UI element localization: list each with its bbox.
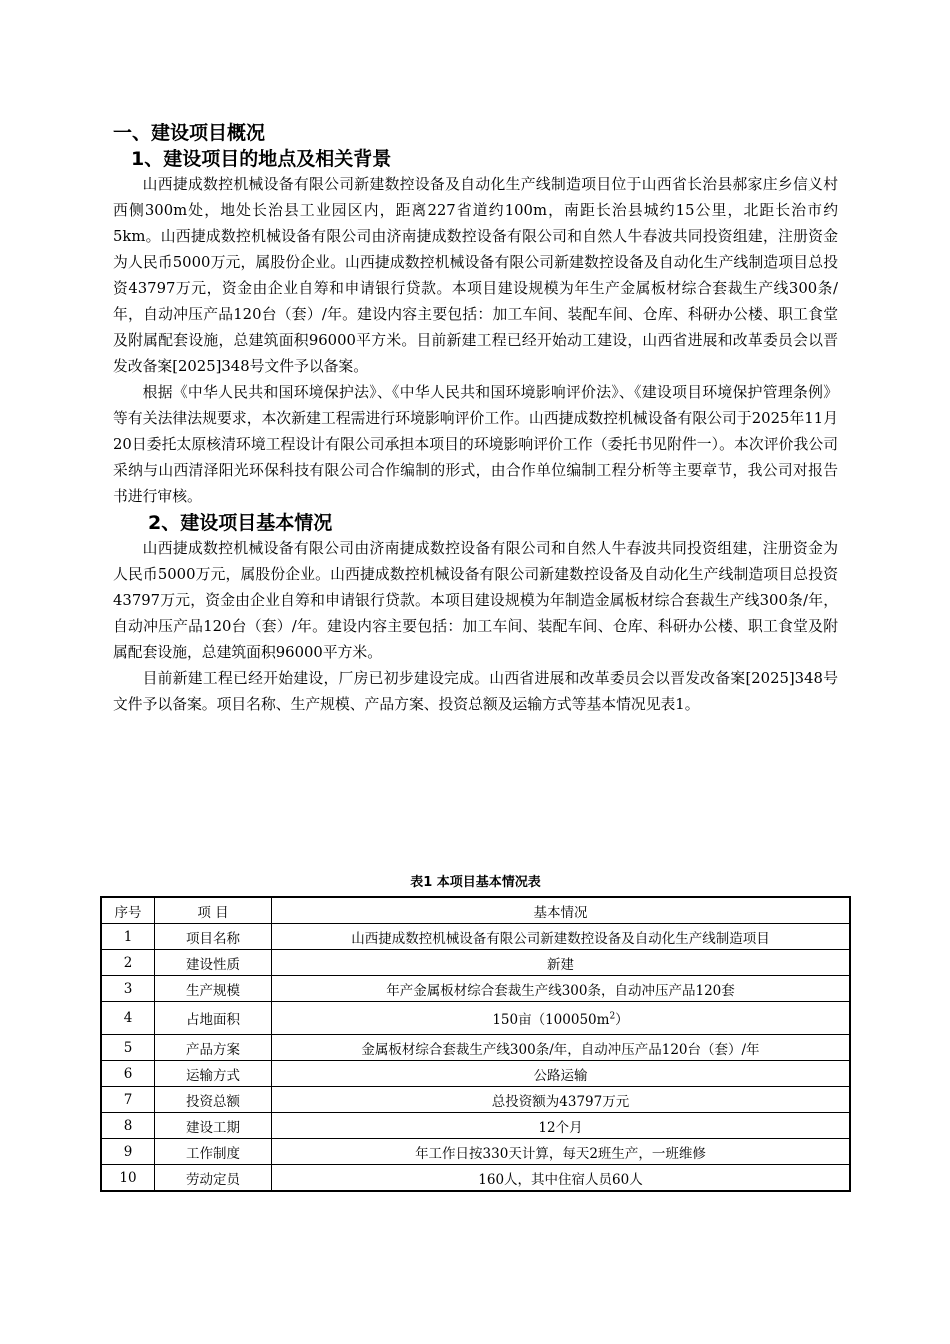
- cell-item: 劳动定员: [155, 1165, 272, 1192]
- cell-details: 12个月: [272, 1113, 851, 1139]
- cell-item: 工作制度: [155, 1139, 272, 1165]
- paragraph-construction-status: 目前新建工程已经开始建设，厂房已初步建设完成。山西省进展和改革委员会以晋发改备案[2025]348号文件予以备案。项目名称、生产规模、产品方案、投资总额及运输方式等基本情况见表1。: [113, 670, 838, 713]
- cell-details: 年工作日按330天计算，每天2班生产，一班维修: [272, 1139, 851, 1165]
- table-row: [101, 1087, 850, 1113]
- superscript-square: 2: [609, 1011, 616, 1022]
- cell-details: 年产金属板材综合套裁生产线300条，自动冲压产品120套: [272, 976, 851, 1002]
- paragraph-location-background: 山西捷成数控机械设备有限公司新建数控设备及自动化生产线制造项目位于山西省长治县郝家庄乡信义村西侧300m处，地处长治县工业园区内，距离227省道约100m，南距长治县城约15公里，北距长治市约5km。山西捷成数控机械设备有限公司由济南捷成数控设备有限公司和自然人牛春波共同投资组建，注册资金为人民币5000万元，属股份企业。山西捷成数控机械设备有限公司新建数控设备及自动化生产线制造项目总投资43797万元，资金由企业自筹和申请银行贷款。本项目建设规模为年生产金属板材综合套裁生产线300条/年，自动冲压产品120台（套）/年。建设内容主要包括：加工车间、装配车间、仓库、科研办公楼、职工食堂及附属配套设施，总建筑面积96000平方米。目前新建工程已经开始动工建设，山西省进展和改革委员会以晋发改备案[2025]348号文件予以备案。: [113, 176, 838, 375]
- cell-item: 建设性质: [155, 950, 272, 976]
- cell-details: 公路运输: [272, 1061, 851, 1087]
- document-body: [113, 120, 838, 718]
- table-row: [101, 1002, 850, 1035]
- header-item: 项 目: [155, 897, 272, 924]
- paragraph-basic-info: 山西捷成数控机械设备有限公司由济南捷成数控设备有限公司和自然人牛春波共同投资组建，注册资金为人民币5000万元，属股份企业。山西捷成数控机械设备有限公司新建数控设备及自动化生产线制造项目总投资43797万元，资金由企业自筹和申请银行贷款。本项目建设规模为年制造金属板材综合套裁生产线300条/年，自动冲压产品120台（套）/年。建设内容主要包括：加工车间、装配车间、仓库、科研办公楼、职工食堂及附属配套设施，总建筑面积96000平方米。: [113, 540, 838, 661]
- subsection-title-basic-info: 2、建设项目基本情况: [148, 512, 333, 534]
- cell-item: 项目名称: [155, 924, 272, 950]
- table-row: [101, 1061, 850, 1087]
- cell-index: 6: [101, 1061, 155, 1087]
- basic-info-table-block: [100, 872, 851, 1192]
- table-caption: 表1 本项目基本情况表: [410, 875, 541, 890]
- cell-item: 生产规模: [155, 976, 272, 1002]
- table-row: [101, 950, 850, 976]
- table-row: [101, 1165, 850, 1192]
- cell-index: 8: [101, 1113, 155, 1139]
- cell-item: 产品方案: [155, 1035, 272, 1061]
- cell-item: 占地面积: [155, 1002, 272, 1035]
- cell-index: 4: [101, 1002, 155, 1035]
- cell-index: 10: [101, 1165, 155, 1192]
- cell-details: 山西捷成数控机械设备有限公司新建数控设备及自动化生产线制造项目: [272, 924, 851, 950]
- cell-details: 金属板材综合套裁生产线300条/年，自动冲压产品120台（套）/年: [272, 1035, 851, 1061]
- cell-index: 3: [101, 976, 155, 1002]
- table-row: [101, 1035, 850, 1061]
- cell-item: 运输方式: [155, 1061, 272, 1087]
- cell-index: 2: [101, 950, 155, 976]
- cell-index: 5: [101, 1035, 155, 1061]
- table-row: [101, 924, 850, 950]
- subsection-title-location: 1、建设项目的地点及相关背景: [131, 148, 392, 170]
- cell-index: 1: [101, 924, 155, 950]
- cell-details: 新建: [272, 950, 851, 976]
- cell-details-close: ）: [615, 1012, 629, 1028]
- cell-item: 投资总额: [155, 1087, 272, 1113]
- header-details: 基本情况: [272, 897, 851, 924]
- table-header-row: [101, 897, 850, 924]
- cell-details-text: 150亩（100050m: [492, 1012, 610, 1028]
- cell-index: 7: [101, 1087, 155, 1113]
- cell-item: 建设工期: [155, 1113, 272, 1139]
- cell-details: 总投资额为43797万元: [272, 1087, 851, 1113]
- cell-index: 9: [101, 1139, 155, 1165]
- basic-info-table: [100, 896, 851, 1192]
- header-index: 序号: [101, 897, 155, 924]
- cell-details: [272, 1002, 851, 1035]
- table-row: [101, 976, 850, 1002]
- paragraph-legal-basis: 根据《中华人民共和国环境保护法》、《中华人民共和国环境影响评价法》、《建设项目环境保护管理条例》等有关法律法规要求，本次新建工程需进行环境影响评价工作。山西捷成数控机械设备有限公司于2025年11月20日委托太原核清环境工程设计有限公司承担本项目的环境影响评价工作（委托书见附件一）。本次评价我公司采纳与山西清泽阳光环保科技有限公司合作编制的形式，由合作单位编制工程分析等主要章节，我公司对报告书进行审核。: [113, 384, 838, 505]
- table-row: [101, 1113, 850, 1139]
- section-title: 一、建设项目概况: [113, 122, 266, 144]
- cell-details: 160人，其中住宿人员60人: [272, 1165, 851, 1192]
- table-row: [101, 1139, 850, 1165]
